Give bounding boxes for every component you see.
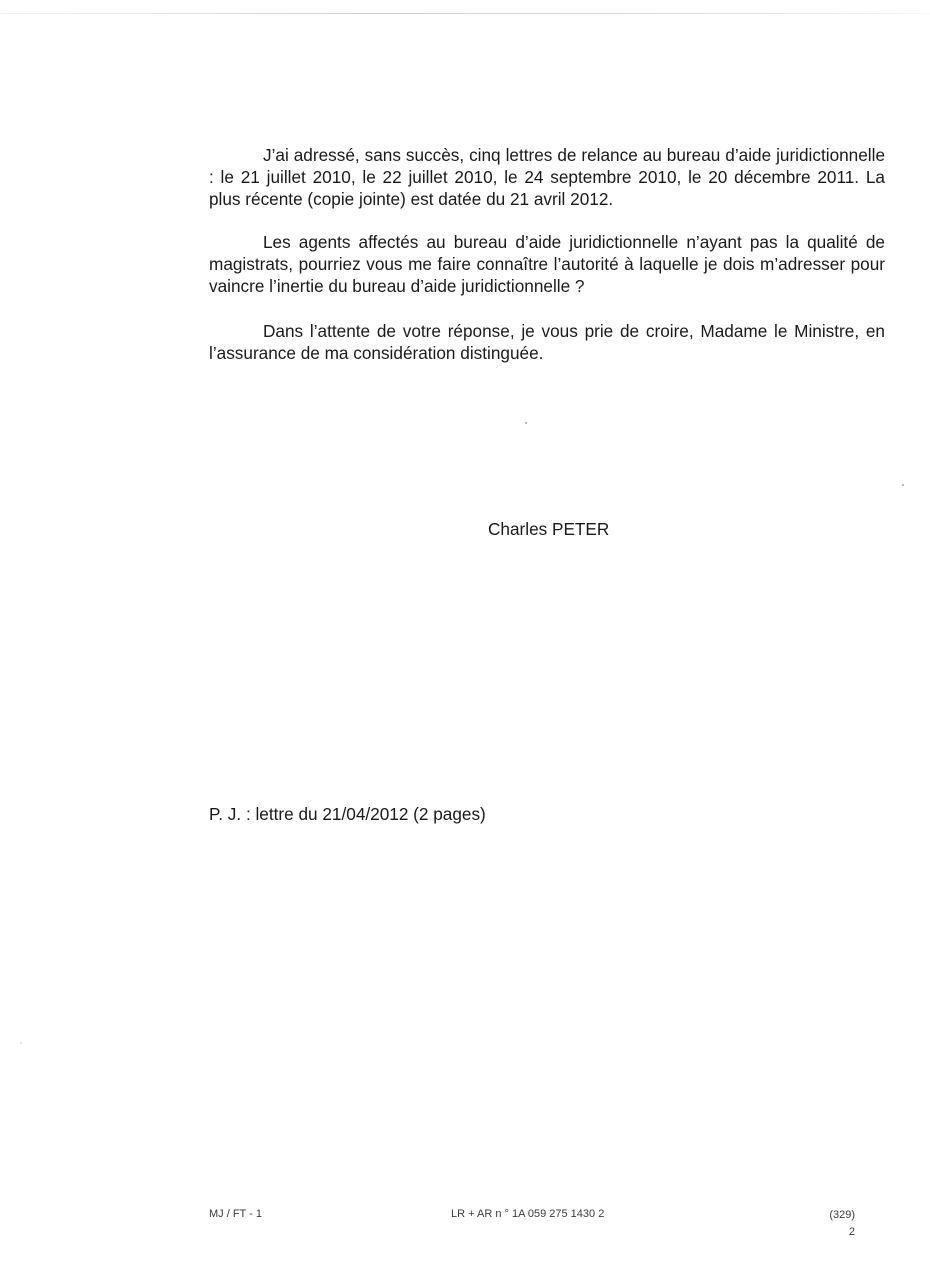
paragraph-authority-request: Les agents affectés au bureau d’aide juridictionnelle n’ayant pas la qualité de magistrats, pourriez vous me faire connaître l’autorité à laquelle je dois m’adresser pour vaincre l’inertie du bureau d’aide juridictionnelle ?	[209, 232, 885, 296]
footer-document-code: MJ / FT - 1	[209, 1208, 262, 1220]
paragraph-reminder-letters: J’ai adressé, sans succès, cinq lettres de relance au bureau d’aide juridictionnelle : le 21 juillet 2010, le 22 juillet 2010, le 24 septembre 2010, le 20 décembre 2011. La plus récente (copie jointe) est datée du 21 avril 2012.	[209, 145, 885, 209]
attachment-note: P. J. : lettre du 21/04/2012 (2 pages)	[209, 804, 486, 824]
footer-reference-number: (329)	[829, 1209, 855, 1221]
footer-page-number: 2	[848, 1226, 855, 1238]
scan-speck	[525, 422, 527, 424]
scan-speck	[902, 484, 904, 486]
paragraph-closing: Dans l’attente de votre réponse, je vous prie de croire, Madame le Ministre, en l’assurance de ma considération distinguée.	[209, 321, 885, 363]
footer-registered-mail-number: LR + AR n ° 1A 059 275 1430 2	[451, 1208, 605, 1220]
signature-name: Charles PETER	[488, 519, 610, 539]
scan-speck	[20, 1042, 22, 1044]
scan-top-edge	[0, 13, 930, 14]
